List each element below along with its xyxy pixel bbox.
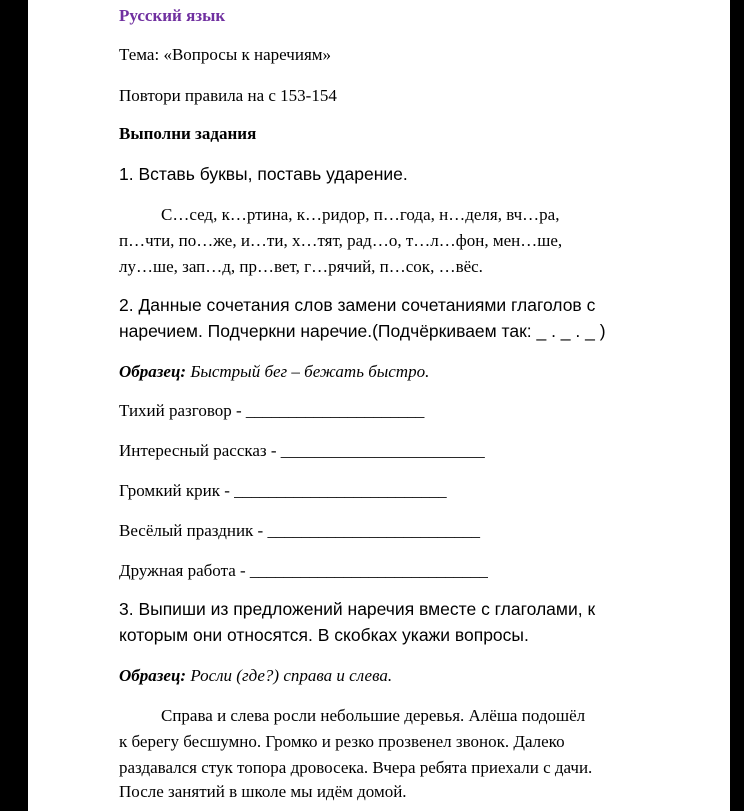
- task3-title-line-1: 3. Выпиши из предложений наречия вместе с глаголами, к: [119, 599, 596, 619]
- task1-line-3: лу…ше, зап…д, пр…вет, г…рячий, п…сок, …вёс.: [119, 257, 483, 276]
- task2-item-2: Интересный рассказ - ________________________: [119, 441, 485, 460]
- task3-title-line-2: которым они относятся. В скобках укажи вопросы.: [119, 625, 529, 645]
- task3-text-line-2: к берегу бесшумно. Громко и резко прозвенел звонок. Далеко: [119, 732, 565, 751]
- task2-item-3: Громкий крик - _________________________: [119, 481, 447, 500]
- task2-title-line-1: 2. Данные сочетания слов замени сочетаниями глаголов с: [119, 295, 596, 315]
- topic-line: Тема: «Вопросы к наречиям»: [119, 45, 332, 64]
- tasks-heading: Выполни задания: [119, 124, 257, 143]
- review-line: Повтори правила на с 153-154: [119, 86, 337, 105]
- task2-example-text: Быстрый бег – бежать быстро.: [186, 362, 430, 381]
- task3-text-line-3: раздавался стук топора дровосека. Вчера ребята приехали с дачи.: [119, 758, 593, 777]
- task3-text-line-1: Справа и слева росли небольшие деревья. Алёша подошёл: [161, 706, 586, 725]
- task2-example: [119, 362, 429, 382]
- task1-line-1: С…сед, к…ртина, к…ридор, п…года, н…деля, вч…ра,: [161, 205, 560, 224]
- task3-text-line-4: После занятий в школе мы идём домой.: [119, 782, 407, 801]
- task3-example-text: Росли (где?) справа и слева.: [186, 666, 393, 685]
- subject-title: Русский язык: [119, 6, 226, 25]
- task1-title: 1. Вставь буквы, поставь ударение.: [119, 164, 408, 184]
- task3-example-label: Образец:: [119, 666, 187, 685]
- task2-title-line-2: наречием. Подчеркни наречие.(Подчёркиваем так: _ . _ . _ ): [119, 321, 606, 341]
- task2-item-5: Дружная работа - ____________________________: [119, 561, 488, 580]
- task2-item-1: Тихий разговор - _____________________: [119, 401, 425, 420]
- document-page: [28, 0, 730, 811]
- task2-item-4: Весёлый праздник - _________________________: [119, 521, 480, 540]
- task2-example-label: Образец:: [119, 362, 187, 381]
- task3-example: [119, 666, 392, 686]
- task1-line-2: п…чти, по…же, и…ти, х…тят, рад…о, т…л…фон, мен…ше,: [119, 231, 563, 250]
